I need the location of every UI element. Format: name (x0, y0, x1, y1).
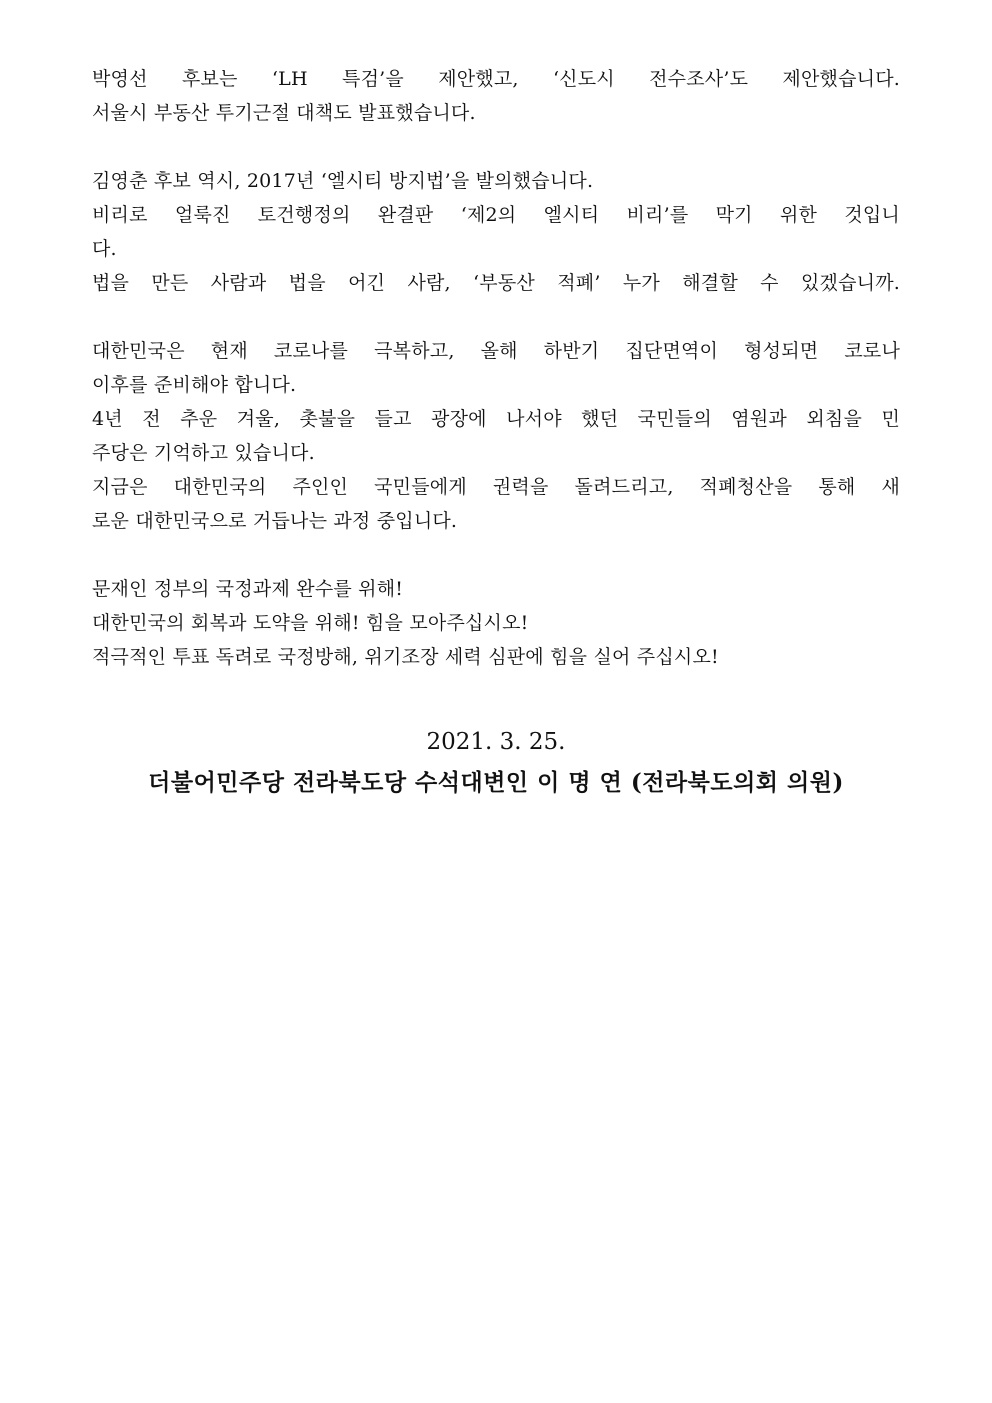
paragraph (92, 62, 900, 130)
paragraph (92, 334, 900, 538)
text-line: 법을 만든 사람과 법을 어긴 사람, ‘부동산 적폐’ 누가 해결할 수 있겠습니까. (92, 272, 900, 294)
text-line: 김영춘 후보 역시, 2017년 ‘엘시티 방지법’을 발의했습니다. (92, 170, 594, 192)
text-line: 서울시 부동산 투기근절 대책도 발표했습니다. (92, 102, 476, 124)
paragraph-gap (92, 130, 900, 164)
text-line: 4년 전 추운 겨울, 촛불을 들고 광장에 나서야 했던 국민들의 염원과 외침을 민 (92, 408, 900, 430)
text-line: 대한민국의 회복과 도약을 위해! 힘을 모아주십시오! (92, 612, 529, 634)
signature-line: 더불어민주당 전라북도당 수석대변인 이 명 연 (전라북도의회 의원) (148, 769, 844, 796)
text-line: 이후를 준비해야 합니다. (92, 374, 297, 396)
text-line: 대한민국은 현재 코로나를 극복하고, 올해 하반기 집단면역이 형성되면 코로나 (92, 340, 900, 362)
document-body (92, 62, 900, 674)
text-line: 비리로 얼룩진 토건행정의 완결판 ‘제2의 엘시티 비리’를 막기 위한 것입니 (92, 204, 900, 226)
paragraph (92, 572, 900, 674)
paragraph (92, 164, 900, 300)
text-line: 로운 대한민국으로 거듭나는 과정 중입니다. (92, 510, 458, 532)
text-line: 지금은 대한민국의 주인인 국민들에게 권력을 돌려드리고, 적폐청산을 통해 새 (92, 476, 900, 498)
text-line: 박영선 후보는 ‘LH 특검’을 제안했고, ‘신도시 전수조사’도 제안했습니다. (92, 68, 900, 90)
document-date: 2021. 3. 25. (426, 729, 566, 755)
text-line: 문재인 정부의 국정과제 완수를 위해! (92, 578, 404, 600)
paragraph-list (92, 62, 900, 674)
text-line: 다. (92, 238, 117, 260)
text-line: 주당은 기억하고 있습니다. (92, 442, 315, 464)
paragraph-gap (92, 300, 900, 334)
paragraph-gap (92, 538, 900, 572)
text-line: 적극적인 투표 독려로 국정방해, 위기조장 세력 심판에 힘을 실어 주십시오! (92, 646, 719, 668)
